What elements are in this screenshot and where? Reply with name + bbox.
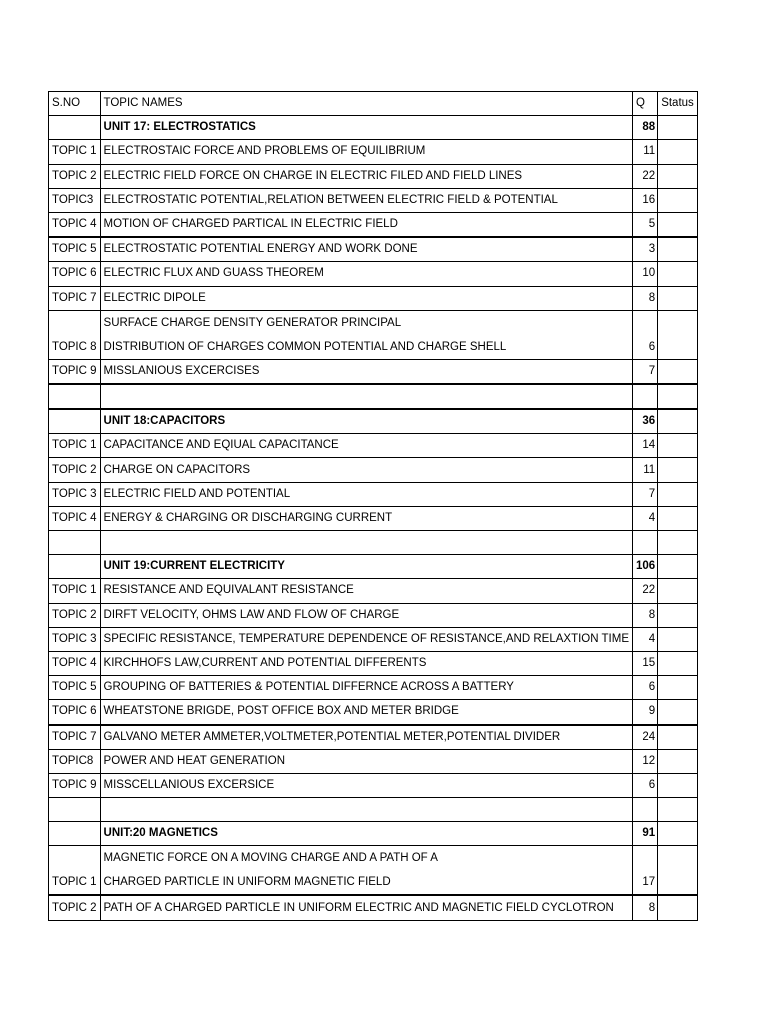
question-count-cell: 7 [633, 482, 658, 506]
blank-row [49, 798, 698, 822]
table-row [49, 895, 698, 920]
status-cell [658, 822, 698, 846]
question-count-cell [633, 798, 658, 822]
topic-line-2: DISTRIBUTION OF CHARGES COMMON POTENTIAL AND CHARGE SHELL [103, 340, 507, 353]
sno-cell: TOPIC 5 [49, 237, 101, 262]
question-count-cell: 36 [633, 409, 658, 434]
question-count-cell: 10 [633, 262, 658, 286]
topic-cell: MISSLANIOUS EXCERCISES [100, 359, 632, 384]
table-row [49, 140, 698, 164]
sno-cell: TOPIC 1 [49, 434, 101, 458]
sno-cell [49, 822, 101, 846]
sno-cell [49, 116, 101, 140]
topic-table [48, 91, 698, 921]
topic-cell [100, 798, 632, 822]
table-row [49, 700, 698, 725]
unit-row [49, 555, 698, 579]
sno-cell [49, 798, 101, 822]
header-topic-names: TOPIC NAMES [100, 92, 632, 116]
question-count-cell: 12 [633, 749, 658, 773]
question-count-cell: 24 [633, 725, 658, 750]
status-cell [658, 140, 698, 164]
topic-cell: SPECIFIC RESISTANCE, TEMPERATURE DEPENDENCE OF RESISTANCE,AND RELAXTION TIME [100, 627, 632, 651]
sno-cell: TOPIC 2 [49, 164, 101, 188]
sno-cell: TOPIC 9 [49, 359, 101, 384]
topic-cell: DIRFT VELOCITY, OHMS LAW AND FLOW OF CHARGE [100, 603, 632, 627]
sno-cell: TOPIC 9 [49, 773, 101, 797]
topic-cell: GALVANO METER AMMETER,VOLTMETER,POTENTIAL METER,POTENTIAL DIVIDER [100, 725, 632, 750]
topic-cell: ELECTRIC FLUX AND GUASS THEOREM [100, 262, 632, 286]
status-cell [658, 603, 698, 627]
table-row [49, 651, 698, 675]
sno-cell [49, 555, 101, 579]
topic-cell: WHEATSTONE BRIGDE, POST OFFICE BOX AND METER BRIDGE [100, 700, 632, 725]
question-count-cell: 15 [633, 651, 658, 675]
sno-cell: TOPIC 4 [49, 506, 101, 530]
table-row [49, 188, 698, 212]
status-cell [658, 409, 698, 434]
sno-cell: TOPIC 6 [49, 700, 101, 725]
status-cell [658, 310, 698, 359]
topic-cell: ELECTRIC DIPOLE [100, 286, 632, 310]
sno-cell: TOPIC 2 [49, 603, 101, 627]
question-count-cell: 16 [633, 188, 658, 212]
topic-cell: ELECTROSTAIC FORCE AND PROBLEMS OF EQUILIBRIUM [100, 140, 632, 164]
table-row [49, 846, 698, 896]
topic-cell: ELECTROSTATIC POTENTIAL ENERGY AND WORK DONE [100, 237, 632, 262]
blank-row [49, 384, 698, 409]
unit-row [49, 116, 698, 140]
question-count-cell: 22 [633, 579, 658, 603]
question-count-cell: 3 [633, 237, 658, 262]
header-status: Status [658, 92, 698, 116]
status-cell [658, 579, 698, 603]
topic-cell: ELECTRIC FIELD AND POTENTIAL [100, 482, 632, 506]
status-cell [658, 555, 698, 579]
question-count-cell: 6 [633, 773, 658, 797]
table-row [49, 262, 698, 286]
status-cell [658, 458, 698, 482]
status-cell [658, 188, 698, 212]
question-count-cell: 22 [633, 164, 658, 188]
question-count-cell: 8 [633, 895, 658, 920]
sno-cell: TOPIC 2 [49, 895, 101, 920]
topic-cell: UNIT:20 MAGNETICS [100, 822, 632, 846]
topic-cell: MOTION OF CHARGED PARTICAL IN ELECTRIC FIELD [100, 212, 632, 237]
sno-cell: TOPIC 1 [49, 846, 101, 896]
sno-cell: TOPIC 4 [49, 651, 101, 675]
question-count-cell: 8 [633, 603, 658, 627]
status-cell [658, 895, 698, 920]
question-count-cell: 6 [633, 310, 658, 359]
table-row [49, 676, 698, 700]
sno-cell: TOPIC 4 [49, 212, 101, 237]
question-count-cell: 8 [633, 286, 658, 310]
status-cell [658, 359, 698, 384]
question-count-cell: 5 [633, 212, 658, 237]
status-cell [658, 798, 698, 822]
status-cell [658, 434, 698, 458]
table-row [49, 506, 698, 530]
topic-cell: RESISTANCE AND EQUIVALANT RESISTANCE [100, 579, 632, 603]
question-count-cell: 11 [633, 458, 658, 482]
status-cell [658, 846, 698, 896]
question-count-cell: 7 [633, 359, 658, 384]
sno-cell: TOPIC 1 [49, 579, 101, 603]
status-cell [658, 212, 698, 237]
status-cell [658, 384, 698, 409]
sno-cell: TOPIC 3 [49, 482, 101, 506]
blank-row [49, 531, 698, 555]
sno-cell: TOPIC 3 [49, 627, 101, 651]
question-count-cell: 91 [633, 822, 658, 846]
sno-cell [49, 409, 101, 434]
table-row [49, 773, 698, 797]
topic-cell: POWER AND HEAT GENERATION [100, 749, 632, 773]
status-cell [658, 262, 698, 286]
topic-cell: CHARGE ON CAPACITORS [100, 458, 632, 482]
sno-cell: TOPIC 1 [49, 140, 101, 164]
question-count-cell: 9 [633, 700, 658, 725]
status-cell [658, 482, 698, 506]
table-row [49, 725, 698, 750]
question-count-cell: 17 [633, 846, 658, 896]
sno-cell: TOPIC8 [49, 749, 101, 773]
question-count-cell: 106 [633, 555, 658, 579]
sno-cell: TOPIC 7 [49, 286, 101, 310]
status-cell [658, 651, 698, 675]
question-count-cell: 14 [633, 434, 658, 458]
topic-cell: KIRCHHOFS LAW,CURRENT AND POTENTIAL DIFFERENTS [100, 651, 632, 675]
table-row [49, 359, 698, 384]
status-cell [658, 749, 698, 773]
table-body [49, 116, 698, 920]
table-row [49, 603, 698, 627]
header-sno: S.NO [49, 92, 101, 116]
sno-cell [49, 384, 101, 409]
unit-row [49, 822, 698, 846]
status-cell [658, 237, 698, 262]
topic-cell: UNIT 17: ELECTROSTATICS [100, 116, 632, 140]
table-row [49, 627, 698, 651]
status-cell [658, 531, 698, 555]
topic-line-1: MAGNETIC FORCE ON A MOVING CHARGE AND A PATH OF A [103, 852, 438, 865]
topic-cell: PATH OF A CHARGED PARTICLE IN UNIFORM ELECTRIC AND MAGNETIC FIELD CYCLOTRON [100, 895, 632, 920]
sno-cell: TOPIC 8 [49, 310, 101, 359]
question-count-cell: 11 [633, 140, 658, 164]
status-cell [658, 773, 698, 797]
topic-cell [100, 310, 632, 359]
header-q: Q [633, 92, 658, 116]
question-count-cell: 6 [633, 676, 658, 700]
status-cell [658, 116, 698, 140]
topic-cell: ENERGY & CHARGING OR DISCHARGING CURRENT [100, 506, 632, 530]
topic-cell: ELECTRIC FIELD FORCE ON CHARGE IN ELECTRIC FILED AND FIELD LINES [100, 164, 632, 188]
topic-cell [100, 846, 632, 896]
sno-cell: TOPIC 2 [49, 458, 101, 482]
status-cell [658, 164, 698, 188]
topic-cell: UNIT 18:CAPACITORS [100, 409, 632, 434]
table-row [49, 749, 698, 773]
question-count-cell: 88 [633, 116, 658, 140]
table-row [49, 458, 698, 482]
topic-cell: CAPACITANCE AND EQIUAL CAPACITANCE [100, 434, 632, 458]
table-row [49, 286, 698, 310]
topic-cell: UNIT 19:CURRENT ELECTRICITY [100, 555, 632, 579]
sno-cell [49, 531, 101, 555]
question-count-cell [633, 531, 658, 555]
unit-row [49, 409, 698, 434]
status-cell [658, 725, 698, 750]
sno-cell: TOPIC 7 [49, 725, 101, 750]
topic-cell [100, 384, 632, 409]
topic-cell: ELECTROSTATIC POTENTIAL,RELATION BETWEEN ELECTRIC FIELD & POTENTIAL [100, 188, 632, 212]
topic-cell: MISSCELLANIOUS EXCERSICE [100, 773, 632, 797]
topic-line-2: CHARGED PARTICLE IN UNIFORM MAGNETIC FIELD [103, 876, 391, 889]
table-row [49, 482, 698, 506]
header-row [49, 92, 698, 116]
status-cell [658, 700, 698, 725]
question-count-cell: 4 [633, 627, 658, 651]
question-count-cell [633, 384, 658, 409]
table-row [49, 579, 698, 603]
topic-cell: GROUPING OF BATTERIES & POTENTIAL DIFFERNCE ACROSS A BATTERY [100, 676, 632, 700]
table-row [49, 237, 698, 262]
table-row [49, 310, 698, 359]
sno-cell: TOPIC3 [49, 188, 101, 212]
sno-cell: TOPIC 5 [49, 676, 101, 700]
status-cell [658, 286, 698, 310]
status-cell [658, 506, 698, 530]
table-row [49, 212, 698, 237]
sno-cell: TOPIC 6 [49, 262, 101, 286]
table-row [49, 164, 698, 188]
question-count-cell: 4 [633, 506, 658, 530]
table-row [49, 434, 698, 458]
status-cell [658, 676, 698, 700]
topic-cell [100, 531, 632, 555]
topic-line-1: SURFACE CHARGE DENSITY GENERATOR PRINCIPAL [103, 316, 402, 329]
status-cell [658, 627, 698, 651]
